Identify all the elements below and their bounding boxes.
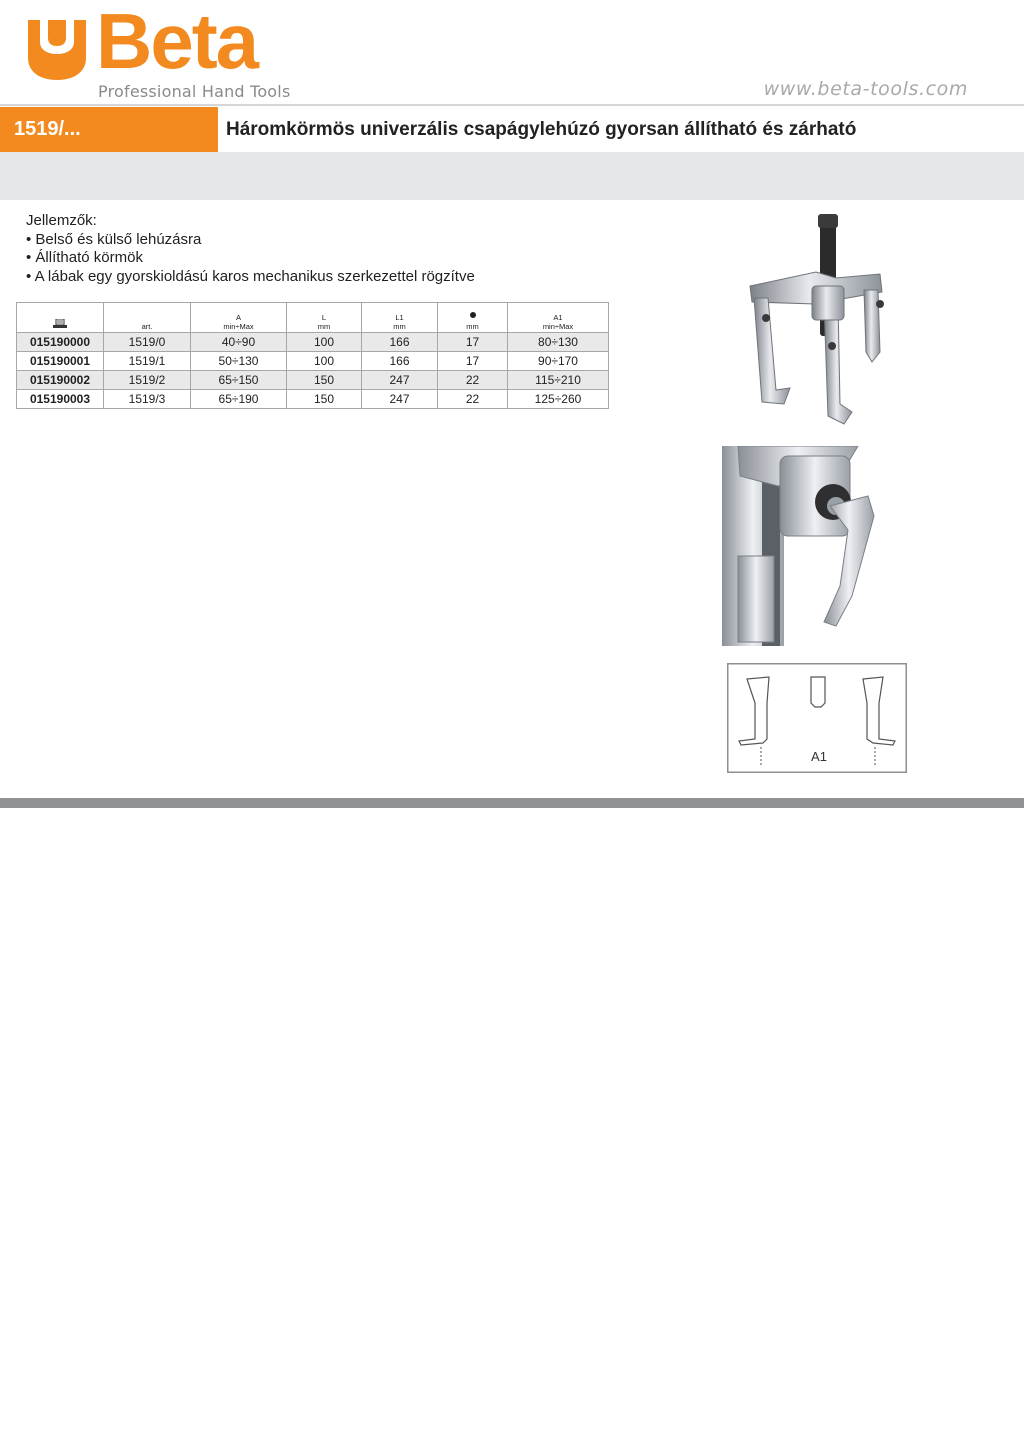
product-title: Háromkörmös univerzális csapágylehúzó gyorsan állítható és zárható bbox=[226, 119, 857, 140]
header-a-label: A bbox=[235, 313, 241, 322]
header-l bbox=[287, 303, 362, 333]
cell-l: 100 bbox=[287, 352, 362, 371]
table-header-row bbox=[17, 303, 609, 333]
header-l1-unit: mm bbox=[393, 322, 406, 331]
cell-a1: 80÷130 bbox=[508, 333, 609, 352]
cell-order-code: 015190003 bbox=[17, 390, 104, 409]
header-l1-label: L1 bbox=[395, 313, 404, 322]
table-row bbox=[17, 333, 609, 352]
wrench-logo-icon bbox=[26, 18, 88, 82]
cell-art: 1519/2 bbox=[104, 371, 191, 390]
cell-a: 65÷190 bbox=[191, 390, 287, 409]
cell-a1: 125÷260 bbox=[508, 390, 609, 409]
grey-band bbox=[0, 152, 1024, 200]
product-code: 1519/... bbox=[14, 118, 81, 140]
filled-dot-icon bbox=[470, 312, 476, 318]
cell-art: 1519/3 bbox=[104, 390, 191, 409]
header-l-unit: mm bbox=[317, 322, 331, 331]
header-a1 bbox=[508, 303, 609, 333]
three-jaw-puller-photo bbox=[740, 212, 890, 432]
cell-l1: 247 bbox=[362, 371, 438, 390]
cell-art: 1519/1 bbox=[104, 352, 191, 371]
table-row bbox=[17, 352, 609, 371]
website-link[interactable]: www.beta-tools.com bbox=[763, 78, 968, 100]
feature-item: • A lábak egy gyorskioldású karos mechanikus szerkezettel rögzítve bbox=[26, 267, 475, 285]
bottom-bar bbox=[0, 798, 1024, 808]
product-code-box bbox=[0, 107, 218, 152]
cell-l1: 247 bbox=[362, 390, 438, 409]
cell-a: 65÷150 bbox=[191, 371, 287, 390]
beta-logo bbox=[24, 0, 294, 102]
cell-diameter: 22 bbox=[438, 371, 508, 390]
header-diameter bbox=[438, 303, 508, 333]
cell-l: 100 bbox=[287, 333, 362, 352]
feature-item: • Belső és külső lehúzásra bbox=[26, 230, 202, 248]
cell-diameter: 17 bbox=[438, 352, 508, 371]
header-diameter-unit: mm bbox=[466, 322, 479, 331]
cell-order-code: 015190002 bbox=[17, 371, 104, 390]
cell-diameter: 22 bbox=[438, 390, 508, 409]
header-l1 bbox=[362, 303, 438, 333]
brand-name: Beta bbox=[96, 0, 258, 85]
header-art-label: art. bbox=[141, 322, 153, 331]
header-a-unit: min÷Max bbox=[223, 322, 254, 331]
jaw-dimension-diagram bbox=[727, 663, 907, 773]
brand-tagline: Professional Hand Tools bbox=[98, 82, 291, 101]
cell-l: 150 bbox=[287, 390, 362, 409]
cell-a: 50÷130 bbox=[191, 352, 287, 371]
cell-l1: 166 bbox=[362, 333, 438, 352]
features-list bbox=[26, 212, 475, 286]
quick-release-lever-detail-photo bbox=[718, 446, 883, 646]
table-row bbox=[17, 390, 609, 409]
header-l-label: L bbox=[321, 313, 327, 322]
cell-art: 1519/0 bbox=[104, 333, 191, 352]
header-divider bbox=[0, 104, 1024, 106]
header-a1-label: A1 bbox=[553, 313, 563, 322]
spec-table bbox=[16, 302, 609, 409]
header-art bbox=[104, 303, 191, 333]
features-heading: Jellemzők: bbox=[26, 212, 97, 229]
header-a bbox=[191, 303, 287, 333]
product-title-bar bbox=[0, 107, 1024, 152]
cell-l: 150 bbox=[287, 371, 362, 390]
diagram-label: A1 bbox=[811, 749, 827, 764]
cell-l1: 166 bbox=[362, 352, 438, 371]
cell-diameter: 17 bbox=[438, 333, 508, 352]
cell-order-code: 015190001 bbox=[17, 352, 104, 371]
cell-a1: 115÷210 bbox=[508, 371, 609, 390]
header-order-code bbox=[17, 303, 104, 333]
table-row bbox=[17, 371, 609, 390]
feature-item: • Állítható körmök bbox=[26, 249, 143, 266]
cell-a: 40÷90 bbox=[191, 333, 287, 352]
cell-a1: 90÷170 bbox=[508, 352, 609, 371]
barcode-box-icon bbox=[53, 319, 67, 328]
header-a1-unit: min÷Max bbox=[542, 322, 574, 331]
cell-order-code: 015190000 bbox=[17, 333, 104, 352]
